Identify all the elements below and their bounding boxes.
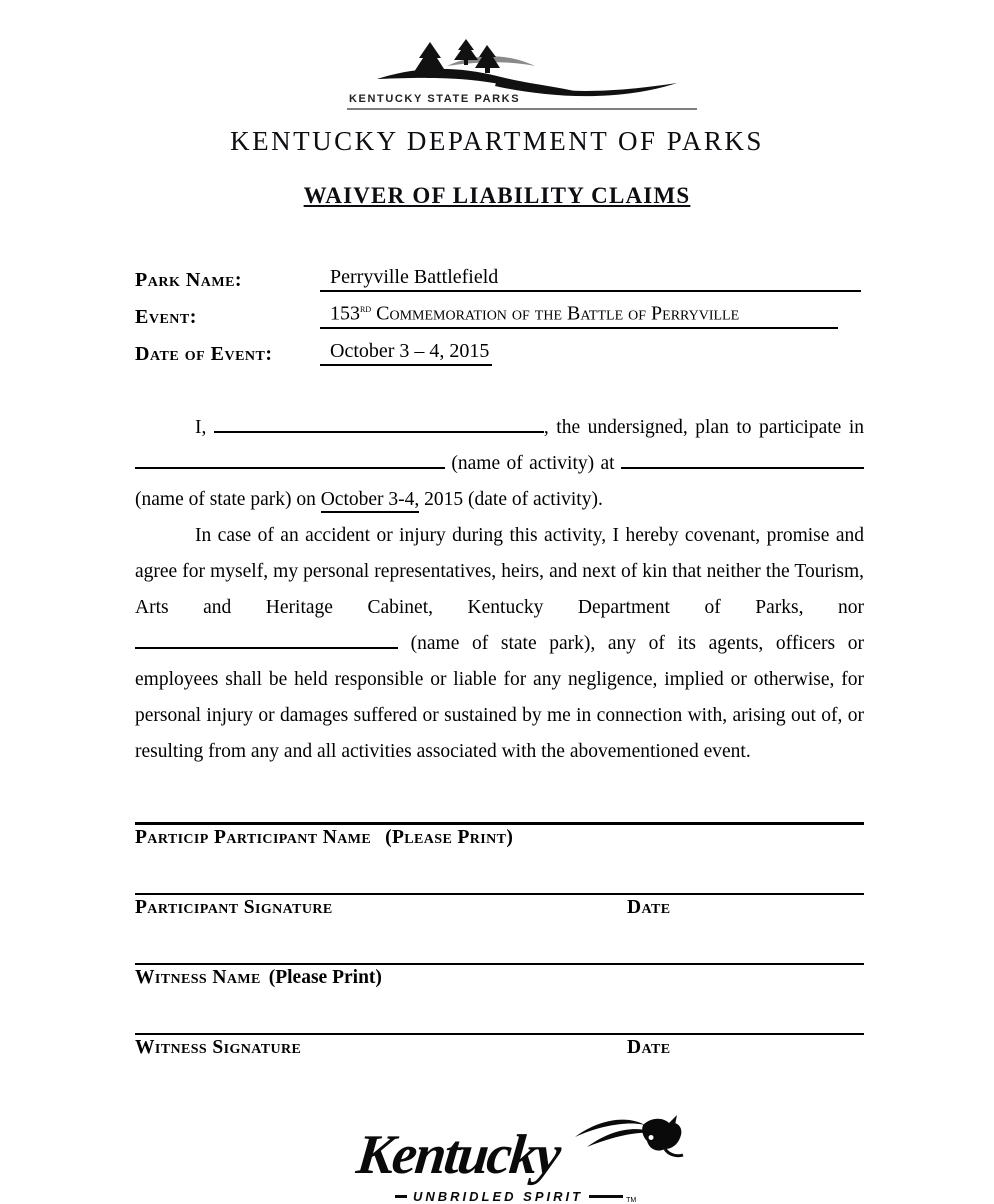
tagline-left-rule bbox=[395, 1195, 407, 1198]
p1-lead: I, bbox=[195, 417, 214, 438]
participant-signature-line[interactable] bbox=[135, 893, 864, 895]
event-info-fields bbox=[135, 265, 864, 366]
state-park-name-blank[interactable] bbox=[621, 448, 864, 469]
participant-name-label: Particip Participant Name bbox=[135, 827, 372, 848]
activity-name-blank[interactable] bbox=[135, 448, 445, 469]
trademark-symbol: TM bbox=[626, 1197, 637, 1204]
tagline-right-rule bbox=[589, 1195, 623, 1198]
state-park-name-blank-2[interactable] bbox=[135, 628, 398, 649]
park-name-value: Perryville Battlefield bbox=[330, 266, 499, 288]
witness-signature-group bbox=[135, 1033, 864, 1067]
participant-date-label: Date bbox=[627, 897, 671, 918]
p1-park-hint: (name of state park) on bbox=[135, 489, 321, 510]
p1-tail: 2015 (date of activity). bbox=[419, 489, 603, 510]
park-name-row bbox=[135, 265, 864, 292]
date-of-event-label: Date of Event: bbox=[135, 343, 273, 365]
parks-logo-text: KENTUCKY STATE PARKS bbox=[349, 93, 521, 105]
park-name-field[interactable] bbox=[320, 266, 861, 292]
witness-name-hint: (Please Print) bbox=[268, 967, 382, 988]
document-subtitle: WAIVER OF LIABILITY CLAIMS bbox=[303, 183, 691, 208]
date-of-event-value: October 3 – 4, 2015 bbox=[330, 340, 490, 362]
participation-paragraph bbox=[135, 410, 864, 518]
p2-before-blank: In case of an accident or injury during this activity, I hereby covenant, promise and agree for myself, my personal representatives, heirs, and next of kin that neither the Tourism, Arts and Heritage Cabinet, Kentucky Department of Parks, nor bbox=[135, 525, 864, 618]
event-value-ordinal: rd bbox=[360, 301, 372, 316]
kentucky-brand-word: Kentucky bbox=[353, 1124, 563, 1186]
document-title: KENTUCKY DEPARTMENT OF PARKS bbox=[230, 126, 764, 156]
participant-signature-group bbox=[135, 893, 864, 927]
activity-date-value: October 3-4, bbox=[321, 489, 420, 513]
participant-name-hint: (Please Print) bbox=[385, 827, 514, 848]
witness-date-label: Date bbox=[627, 1037, 671, 1058]
signature-section bbox=[135, 822, 864, 1067]
p1-activity-hint: (name of activity) at bbox=[445, 453, 621, 474]
event-label: Event: bbox=[135, 306, 197, 328]
participant-name-group bbox=[135, 822, 864, 857]
liability-paragraph bbox=[135, 518, 864, 770]
witness-name-label: Witness Name bbox=[135, 967, 261, 988]
event-value-number: 153 bbox=[330, 303, 360, 325]
event-value-text: Commemoration of the Battle of Perryville bbox=[371, 303, 740, 325]
witness-signature-line[interactable] bbox=[135, 1033, 864, 1035]
kentucky-state-parks-logo bbox=[347, 36, 697, 114]
participant-name-blank[interactable] bbox=[214, 412, 544, 433]
horse-icon bbox=[565, 1111, 685, 1177]
unbridled-spirit-tagline: UNBRIDLED SPIRIT bbox=[413, 1189, 584, 1204]
park-name-label: Park Name: bbox=[135, 269, 243, 291]
event-row bbox=[135, 302, 864, 329]
participant-signature-label: Participant Signature bbox=[135, 897, 333, 918]
witness-signature-label: Witness Signature bbox=[135, 1037, 302, 1058]
date-of-event-row bbox=[135, 339, 864, 366]
kentucky-unbridled-spirit-logo bbox=[353, 1124, 657, 1204]
p2-after-blank: (name of state park), any of its agents, officers or employees shall be held responsible or liable for any negligence, implied or otherwise, for personal injury or damages suffered or sustained by me in connection with, arising out of, or resulting from any and all activities associated with the abovementioned event. bbox=[135, 633, 864, 762]
date-of-event-field[interactable] bbox=[320, 340, 492, 366]
event-field[interactable] bbox=[320, 301, 838, 329]
p1-after-name: , the undersigned, plan to participate in bbox=[543, 417, 865, 438]
witness-name-line[interactable] bbox=[135, 963, 864, 965]
witness-name-group bbox=[135, 963, 864, 997]
participant-name-line[interactable] bbox=[135, 822, 864, 825]
